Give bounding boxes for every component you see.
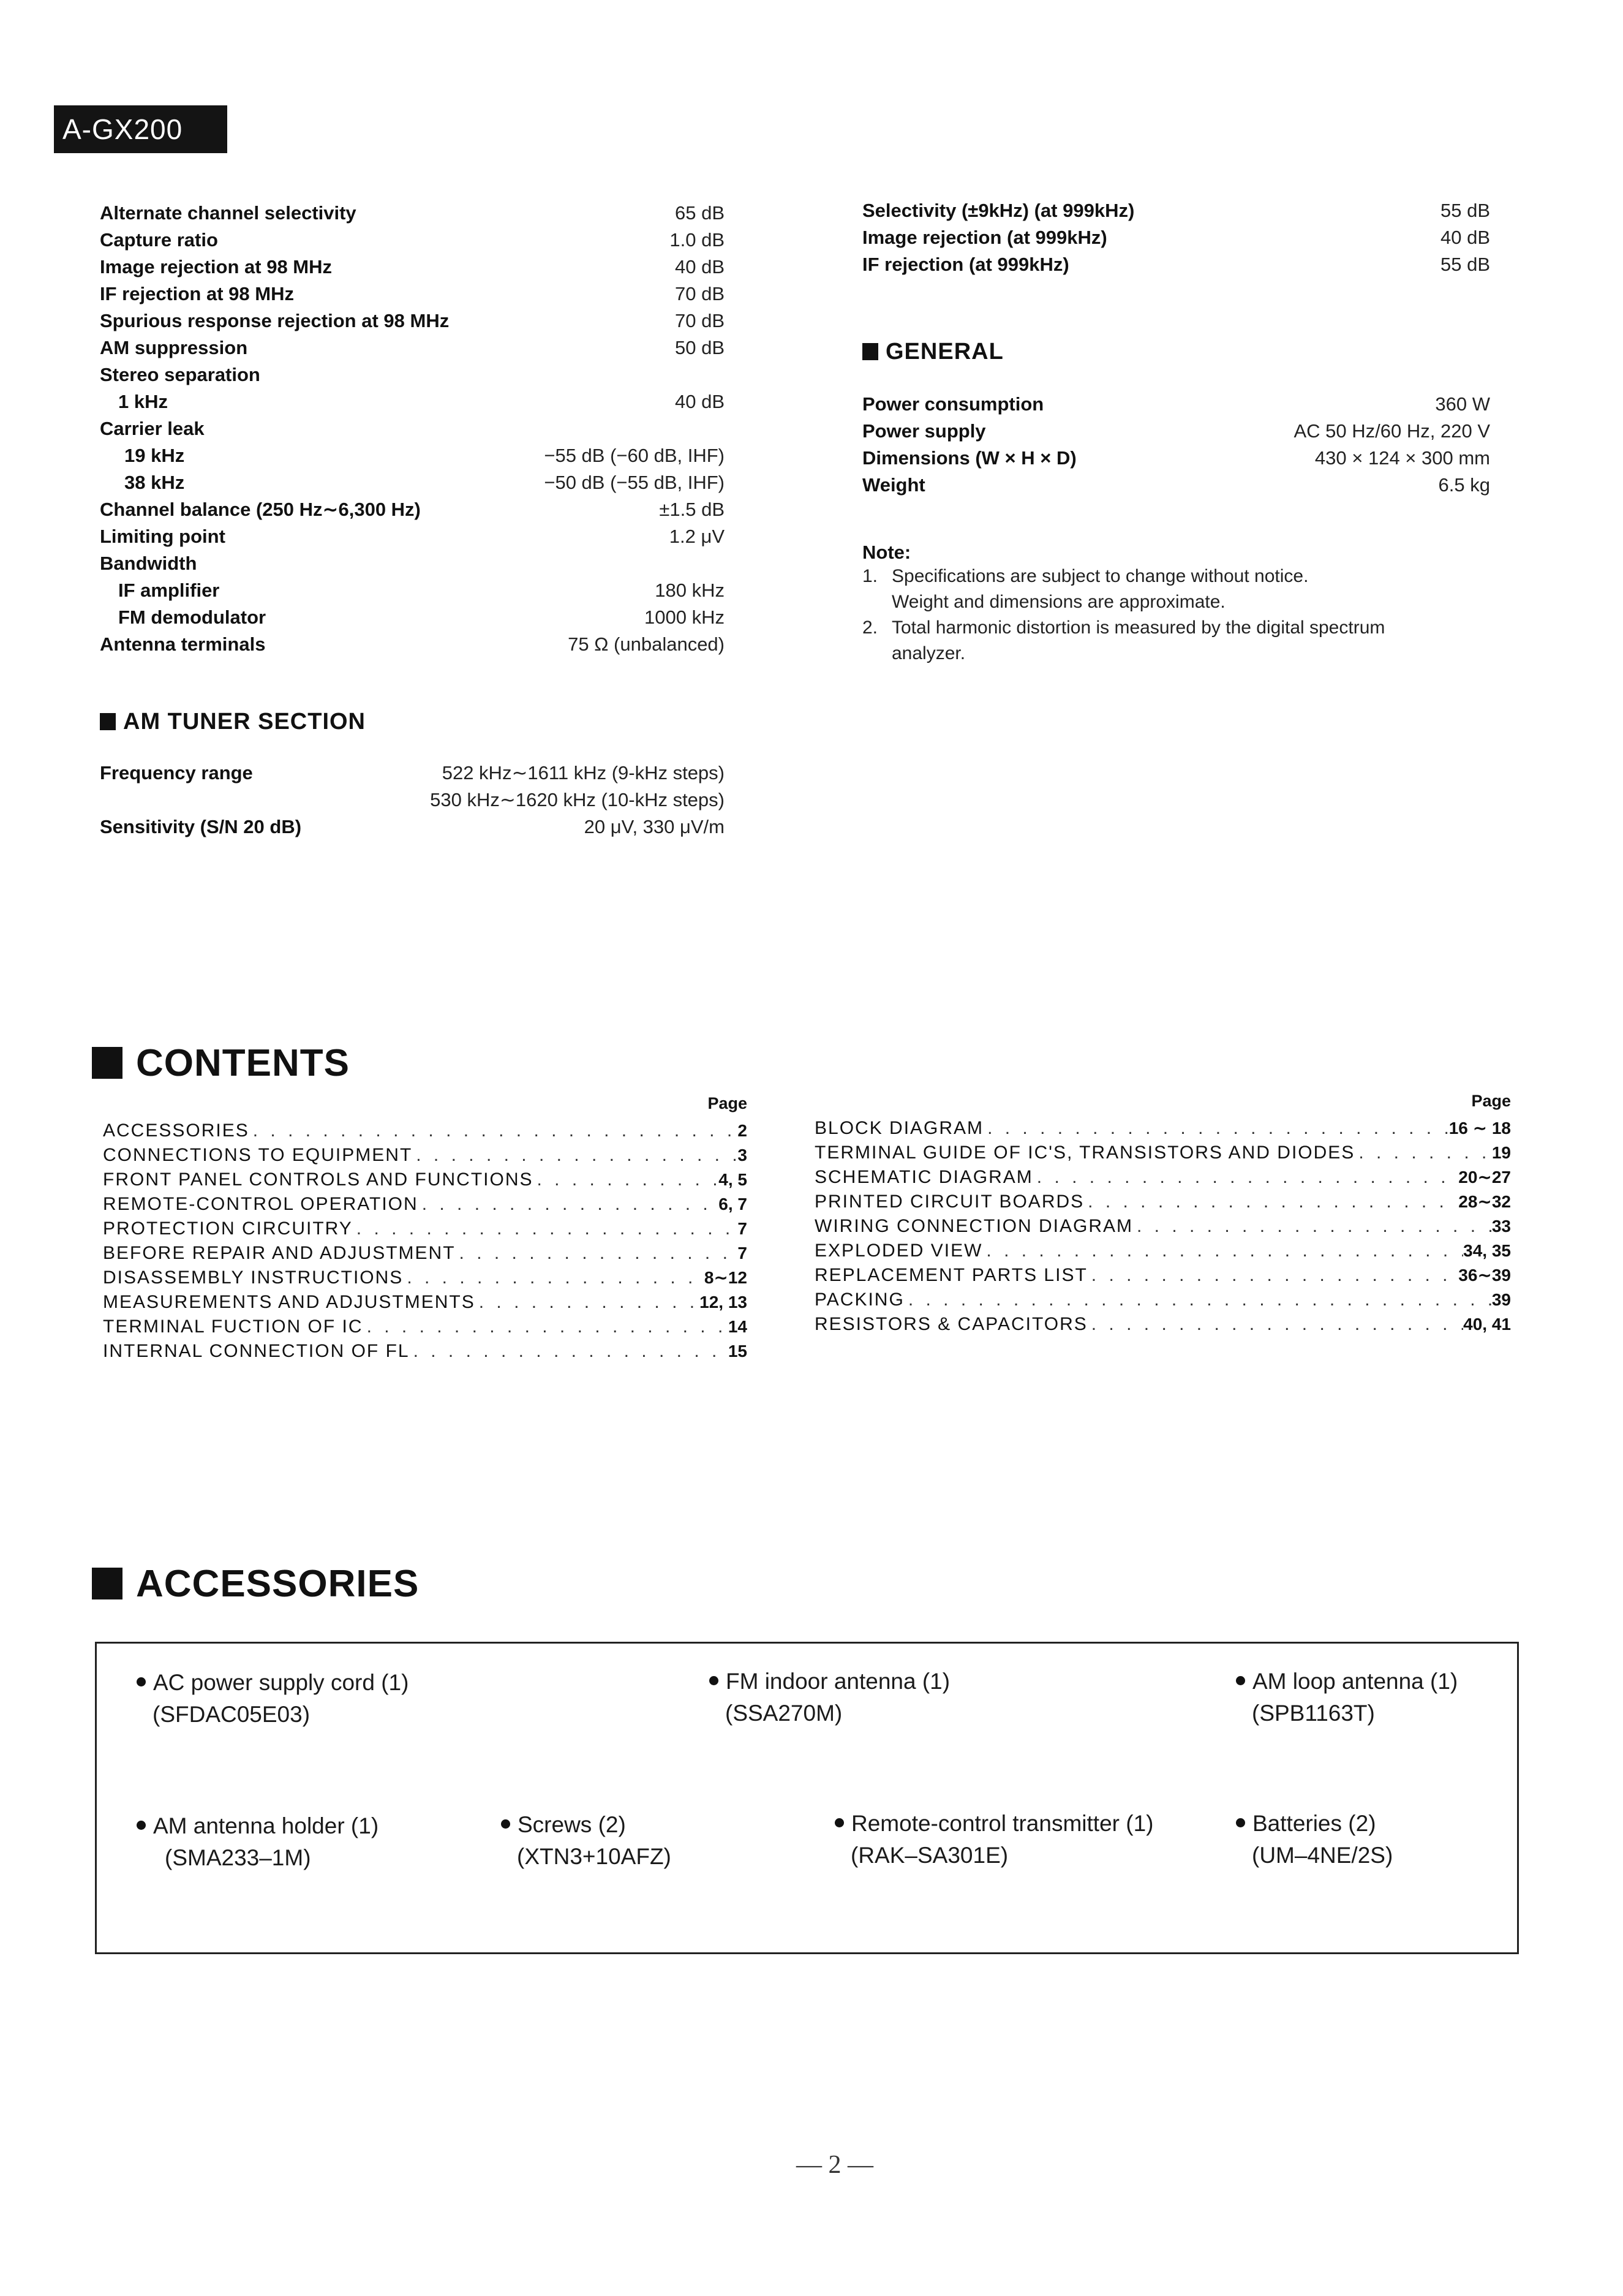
spec-row: 1 kHz 40 dB: [118, 391, 725, 412]
bullet-icon: [709, 1676, 718, 1685]
spec-row: Stereo separation: [100, 364, 260, 385]
bullet-icon: [137, 1677, 146, 1686]
toc-entry: INTERNAL CONNECTION OF FL . . . 15: [103, 1339, 747, 1364]
spec-row: FM demodulator 1000 kHz: [118, 606, 725, 628]
square-bullet-icon: [100, 713, 116, 730]
toc-entry: TERMINAL GUIDE OF IC'S, TRANSISTORS AND DIODES . . . 19: [815, 1141, 1511, 1165]
fm-spec-table: [100, 200, 725, 658]
toc-entry: PACKING . . . 39: [815, 1288, 1511, 1312]
toc-entry: SCHEMATIC DIAGRAM . . . 20∼27: [815, 1165, 1511, 1190]
spec-row: Power consumption 360 W: [862, 393, 1490, 415]
toc-entry: EXPLODED VIEW . . . 34, 35: [815, 1239, 1511, 1263]
bullet-icon: [835, 1818, 844, 1827]
spec-row: Sensitivity (S/N 20 dB) 20 μV, 330 μV/m: [100, 816, 725, 837]
spec-row: Antenna terminals 75 Ω (unbalanced): [100, 633, 725, 655]
accessories-box: [95, 1642, 1519, 1954]
toc-entry: MEASUREMENTS AND ADJUSTMENTS . . . 12, 13: [103, 1290, 747, 1315]
spec-row: IF rejection (at 999kHz) 55 dB: [862, 254, 1490, 275]
accessory-item: FM indoor antenna (1) (SSA270M): [709, 1666, 950, 1729]
spec-row: Image rejection (at 999kHz) 40 dB: [862, 227, 1490, 248]
am-tuner-heading: AM TUNER SECTION: [100, 709, 366, 735]
page-column-label: Page: [1471, 1092, 1511, 1110]
toc-entry: BLOCK DIAGRAM . . . 16 ∼ 18: [815, 1116, 1511, 1141]
bullet-icon: [1236, 1676, 1245, 1685]
accessory-item: AM antenna holder (1) (SMA233–1M): [137, 1810, 378, 1874]
toc-entry: TERMINAL FUCTION OF IC . . . 14: [103, 1315, 747, 1339]
bullet-icon: [137, 1821, 146, 1830]
toc-entry: DISASSEMBLY INSTRUCTIONS . . . 8∼12: [103, 1266, 747, 1290]
spec-row: Dimensions (W × H × D) 430 × 124 × 300 mm: [862, 447, 1490, 469]
spec-row: 38 kHz −50 dB (−55 dB, IHF): [124, 472, 725, 493]
toc-left: [103, 1094, 747, 1364]
toc-entry: WIRING CONNECTION DIAGRAM . . . 33: [815, 1214, 1511, 1239]
square-bullet-icon: [862, 343, 878, 360]
toc-entry: PRINTED CIRCUIT BOARDS . . . 28∼32: [815, 1190, 1511, 1214]
spec-row: 530 kHz∼1620 kHz (10-kHz steps): [430, 789, 725, 810]
accessory-item: AC power supply cord (1) (SFDAC05E03): [137, 1667, 409, 1731]
toc-entry: ACCESSORIES . . . 2: [103, 1119, 747, 1143]
note-block: [862, 542, 1499, 667]
accessory-item: AM loop antenna (1) (SPB1163T): [1236, 1666, 1458, 1729]
spec-row: Image rejection at 98 MHz 40 dB: [100, 256, 725, 278]
note-title: Note:: [862, 542, 911, 563]
spec-row: Alternate channel selectivity 65 dB: [100, 202, 725, 224]
spec-row: Selectivity (±9kHz) (at 999kHz) 55 dB: [862, 200, 1490, 221]
spec-row: IF rejection at 98 MHz 70 dB: [100, 283, 725, 304]
square-bullet-icon: [92, 1568, 122, 1599]
bullet-icon: [1236, 1818, 1245, 1827]
page-column-label: Page: [707, 1094, 747, 1112]
note-item: 2. Total harmonic distortion is measured by the digital spectrum analyzer.: [862, 617, 1385, 663]
am-tuner-table: [100, 760, 725, 840]
spec-row: 19 kHz −55 dB (−60 dB, IHF): [124, 445, 725, 466]
am-spec-table: [862, 197, 1490, 278]
general-heading: GENERAL: [862, 339, 1004, 365]
spec-row: Carrier leak: [100, 418, 205, 439]
spec-row: Frequency range 522 kHz∼1611 kHz (9-kHz steps): [100, 762, 725, 784]
spec-row: Channel balance (250 Hz∼6,300 Hz) ±1.5 dB: [100, 499, 725, 520]
contents-heading: CONTENTS: [92, 1041, 350, 1085]
spec-row: AM suppression 50 dB: [100, 337, 725, 358]
accessories-heading: ACCESSORIES: [92, 1562, 419, 1606]
spec-row: IF amplifier 180 kHz: [118, 580, 725, 601]
general-table: [862, 391, 1490, 499]
spec-row: Limiting point 1.2 μV: [100, 526, 725, 547]
accessory-item: Remote-control transmitter (1) (RAK–SA301E): [835, 1808, 1153, 1871]
spec-row: Capture ratio 1.0 dB: [100, 229, 725, 251]
toc-right: [815, 1092, 1511, 1337]
bullet-icon: [501, 1819, 510, 1829]
toc-entry: REMOTE-CONTROL OPERATION . . . 6, 7: [103, 1192, 747, 1217]
page-number: — 2 —: [796, 2151, 873, 2179]
square-bullet-icon: [92, 1047, 122, 1079]
toc-entry: CONNECTIONS TO EQUIPMENT . . . 3: [103, 1143, 747, 1168]
toc-entry: PROTECTION CIRCUITRY . . . 7: [103, 1217, 747, 1241]
note-item: 1. Specifications are subject to change without notice. Weight and dimensions are approximate.: [862, 566, 1309, 612]
toc-entry: REPLACEMENT PARTS LIST . . . 36∼39: [815, 1263, 1511, 1288]
spec-row: Weight 6.5 kg: [862, 474, 1490, 496]
accessory-item: Batteries (2) (UM–4NE/2S): [1236, 1808, 1393, 1871]
model-badge: A-GX200: [54, 105, 227, 153]
toc-entry: BEFORE REPAIR AND ADJUSTMENT . . . 7: [103, 1241, 747, 1266]
toc-entry: FRONT PANEL CONTROLS AND FUNCTIONS . . . 4, 5: [103, 1168, 747, 1192]
spec-row: Bandwidth: [100, 553, 197, 574]
toc-entry: RESISTORS & CAPACITORS . . . 40, 41: [815, 1312, 1511, 1337]
spec-row: Power supply AC 50 Hz/60 Hz, 220 V: [862, 420, 1490, 442]
accessory-item: Screws (2) (XTN3+10AFZ): [501, 1809, 671, 1873]
spec-row: Spurious response rejection at 98 MHz 70 dB: [100, 310, 725, 331]
